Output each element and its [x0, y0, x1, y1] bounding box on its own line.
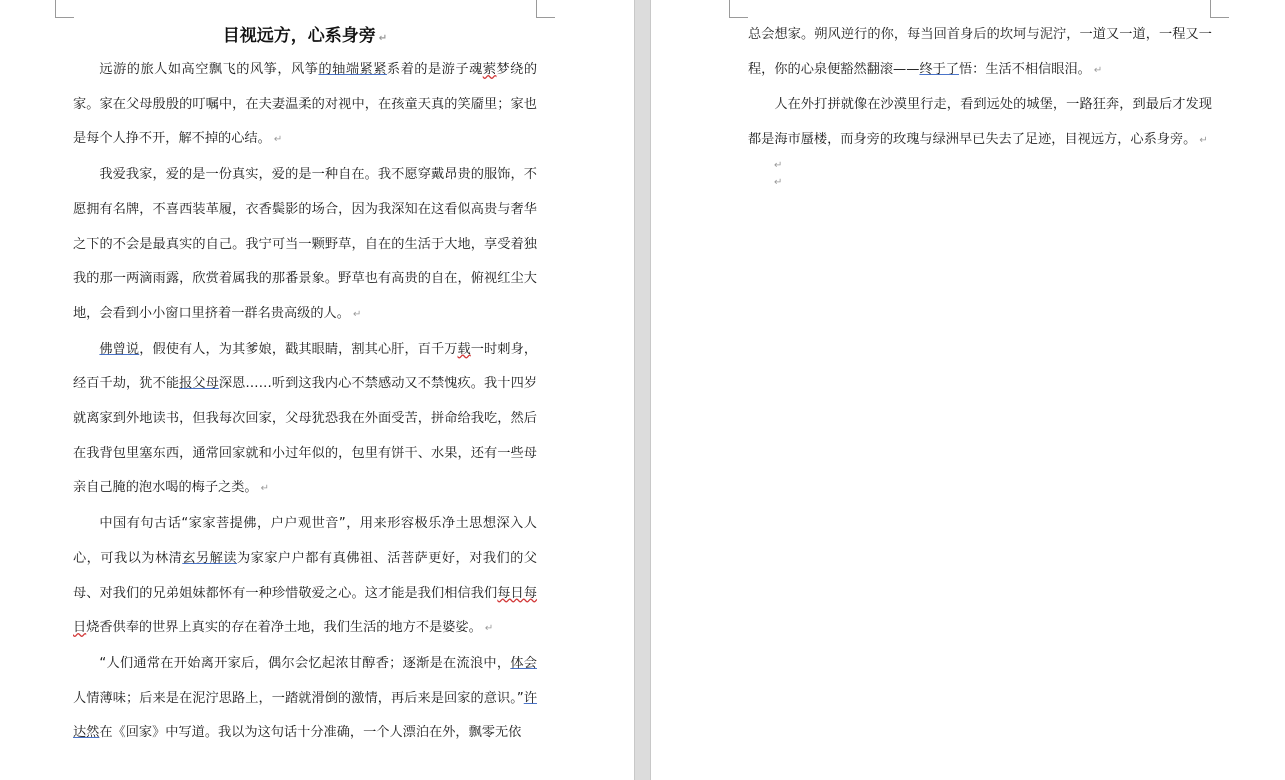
page-gutter	[634, 0, 651, 780]
text-run: 为家家户户都有真佛祖、活菩萨更好，对我们的父母、对我们的兄弟姐妹都怀有一种珍惜敬爱之心。这才能是我们相信我们	[73, 550, 538, 601]
text-run: 悟：生活不相信眼泪。	[959, 61, 1091, 77]
text-run: 一时刺身，经百千劫，犹不能	[73, 341, 538, 392]
text-run: 在《回家》中写道。我以为这句话十分准确，一个人漂泊在外，飘零无依	[99, 725, 522, 741]
text-run: “人们通常在开始离开家后，偶尔会忆起浓甘醇香；逐渐是在流浪中，	[99, 655, 511, 671]
document-page-left	[0, 0, 634, 780]
text-run: 系着的是游子魂	[386, 62, 483, 77]
document-title[interactable]: 目视远方，心系身旁 ↵	[222, 26, 388, 46]
text-run: 远游的旅人如高空飘飞的风筝，风筝	[99, 62, 319, 77]
empty-paragraph-mark: ↵	[774, 177, 783, 188]
text-run: 梦绕的家。家在父母殷殷的叮嘱中，在夫妻温柔的对视中，在孩童天真的笑靥里；家也是每个人挣不开，解不掉的心结。	[73, 62, 538, 147]
paragraph[interactable]	[73, 53, 537, 158]
empty-paragraphs	[748, 157, 782, 191]
paragraph-mark: ↵	[352, 308, 362, 320]
text-run: 我爱我家，爱的是一份真实，爱的是一种自在。我不愿穿戴昂贵的服饰，不愿拥有名牌，不喜西装革履，衣香鬓影的场合，因为我深知在这看似高贵与奢华之下的不会是最真实的自己。我宁可当一颗野草，自在的生活于大地，享受着独我的那一两滴雨露，欣赏着属我的那番景象。野草也有高贵的自在，俯视红尘大地，会看到小小窗口里挤着一群名贵高级的人。	[73, 167, 537, 321]
paragraph[interactable]	[748, 88, 1212, 158]
flagged-text: 体会	[510, 655, 537, 671]
document-page-right	[651, 0, 1285, 780]
crop-mark-top-right	[536, 0, 555, 18]
text-run: 总会想家。朔风逆行的你，每当回首身后的坎坷与泥泞，一道又一道，一程又一程，你的心泉便豁然翻滚——	[748, 27, 1212, 77]
paragraph[interactable]	[73, 647, 537, 751]
flagged-text: 报父母	[179, 376, 219, 392]
crop-mark-top-left	[55, 0, 74, 18]
flagged-text: 玄另解读	[182, 550, 237, 566]
page-right-body[interactable]	[748, 18, 1212, 159]
text-run: 深恩……听到这我内心不禁感动又不禁愧疚。我十四岁就离家到外地读书，但我每次回家，父母犹恐我在外面受苦，拼命给我吃，然后在我背包里塞东西，通常回家就和小过年似的，包里有饼干、水果，还有一些母亲自己腌的泡水喝的梅子之类。	[73, 376, 538, 496]
paragraph-mark: ↵	[273, 134, 283, 146]
text-run: 烧香供奉的世界上真实的存在着净土地，我们生活的地方不是婆娑。	[86, 620, 482, 636]
text-run: 人情薄味；后来是在泥泞思路上，一踏就滑倒的激情，再后来是回家的意识。”	[73, 690, 524, 706]
flagged-text: 每日每日	[73, 585, 538, 636]
text-run: 中国有句古话“家家菩提佛，户户观世音”，用来形容极乐净土思想深入人心，可我以为林清	[73, 516, 537, 566]
flagged-text: 载	[457, 341, 471, 357]
paragraph[interactable]	[748, 18, 1212, 88]
paragraph[interactable]	[73, 507, 537, 647]
paragraph-mark: ↵	[1093, 64, 1103, 76]
text-run: 人在外打拼就像在沙漠里行走，看到远处的城堡，一路狂奔，到最后才发现都是海市蜃楼，而身旁的玫瑰与绿洲早已失去了足迹，目视远方，心系身旁。	[748, 97, 1212, 148]
paragraph-mark: ↵	[260, 483, 270, 495]
paragraph-mark: ↵	[1199, 135, 1208, 147]
flagged-text: 许达然	[73, 690, 538, 741]
crop-mark-top-left	[729, 0, 748, 18]
flagged-text: 终于了	[919, 61, 959, 77]
paragraph-mark: ↵	[484, 623, 494, 635]
empty-paragraph-mark: ↵	[774, 160, 783, 171]
crop-mark-top-right	[1210, 0, 1229, 18]
text-run: ，假使有人，为其爹娘，戳其眼睛，割其心肝，百千万	[139, 341, 458, 357]
page-left-body[interactable]	[73, 53, 537, 751]
flagged-text: 萦	[482, 62, 497, 77]
flagged-text: 佛曾说	[99, 341, 140, 357]
paragraph[interactable]	[73, 333, 537, 508]
paragraph[interactable]	[73, 158, 537, 333]
flagged-text: 的轴端紧紧	[318, 62, 387, 77]
paragraph-mark: ↵	[378, 33, 388, 44]
